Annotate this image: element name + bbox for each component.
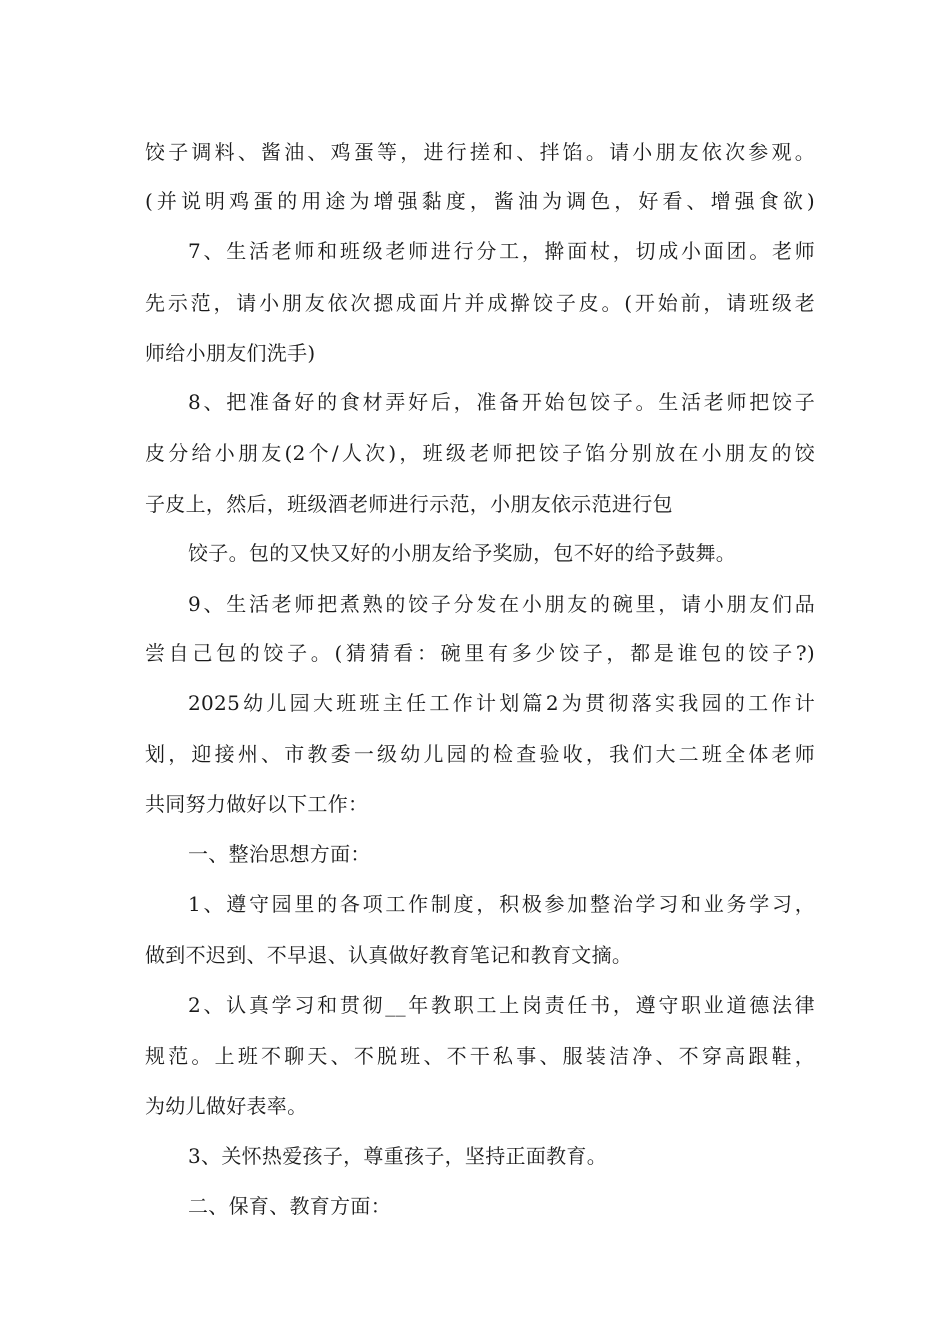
text-line: 2、认真学习和贯彻__年教职工上岗责任书，遵守职业道德法律 xyxy=(188,993,815,1017)
text-line: 1、遵守园里的各项工作制度，积极参加整治学习和业务学习， xyxy=(188,892,815,916)
text-line: 2025幼儿园大班班主任工作计划篇2为贯彻落实我园的工作计 xyxy=(188,691,815,715)
text-line: 尝自己包的饺子。(猜猜看：碗里有多少饺子，都是谁包的饺子?) xyxy=(145,641,815,665)
text-line: 8、把准备好的食材弄好后，准备开始包饺子。生活老师把饺子 xyxy=(188,390,815,414)
section-heading: 二、保育、教育方面： xyxy=(188,1194,391,1218)
text-line: 做到不迟到、不早退、认真做好教育笔记和教育文摘。 xyxy=(145,943,633,967)
text-line: (并说明鸡蛋的用途为增强黏度，酱油为调色，好看、增强食欲) xyxy=(145,189,815,213)
text-line: 3、关怀热爱孩子，尊重孩子，坚持正面教育。 xyxy=(188,1144,608,1168)
text-line: 划，迎接州、市教委一级幼儿园的检查验收，我们大二班全体老师 xyxy=(145,742,815,766)
text-line: 皮分给小朋友(2个/人次)，班级老师把饺子馅分别放在小朋友的饺 xyxy=(145,441,815,465)
text-line: 7、生活老师和班级老师进行分工，擀面杖，切成小面团。老师 xyxy=(188,239,815,263)
text-line: 共同努力做好以下工作： xyxy=(145,792,369,816)
text-line: 先示范，请小朋友依次摁成面片并成擀饺子皮。(开始前，请班级老 xyxy=(145,291,815,315)
text-line: 子皮上，然后，班级酒老师进行示范，小朋友依示范进行包 xyxy=(145,492,673,516)
section-heading: 一、整治思想方面： xyxy=(188,842,371,866)
text-line: 为幼儿做好表率。 xyxy=(145,1094,308,1118)
text-line: 规范。上班不聊天、不脱班、不干私事、服装洁净、不穿高跟鞋， xyxy=(145,1044,815,1068)
text-line: 饺子。包的又快又好的小朋友给予奖励，包不好的给予鼓舞。 xyxy=(188,541,737,565)
text-line: 师给小朋友们洗手) xyxy=(145,341,316,365)
text-line: 9、生活老师把煮熟的饺子分发在小朋友的碗里，请小朋友们品 xyxy=(188,592,815,616)
text-line: 饺子调料、酱油、鸡蛋等，进行搓和、拌馅。请小朋友依次参观。 xyxy=(145,140,815,164)
